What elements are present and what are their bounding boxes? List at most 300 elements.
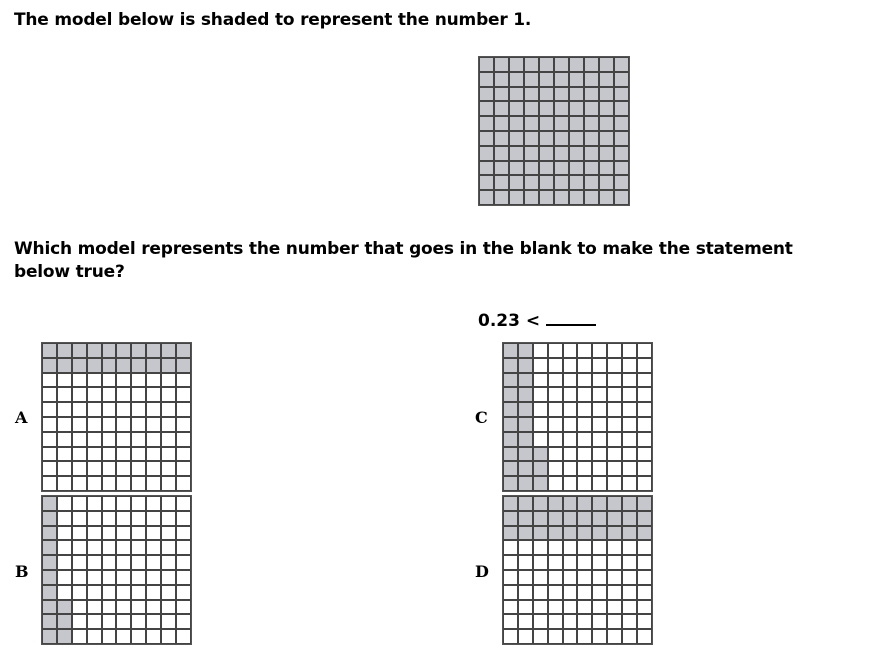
grid-cell (554, 87, 569, 102)
grid-cell (577, 555, 592, 570)
grid-cell (116, 600, 131, 615)
grid-cell (42, 496, 57, 511)
inequality-statement (478, 311, 596, 331)
grid-cell (584, 57, 599, 72)
grid-cell (42, 402, 57, 417)
grid-cell (548, 373, 563, 388)
grid-cell (554, 175, 569, 190)
grid-cell (563, 540, 578, 555)
grid-cell (161, 614, 176, 629)
grid-cell (494, 146, 509, 161)
grid-cell (548, 358, 563, 373)
option-d-label: D (475, 562, 489, 581)
grid-cell (57, 417, 72, 432)
grid-cell (518, 417, 533, 432)
grid-cell (72, 447, 87, 462)
grid-cell (57, 496, 72, 511)
grid-cell (518, 358, 533, 373)
grid-cell (42, 358, 57, 373)
grid-cell (102, 511, 117, 526)
grid-cell (503, 402, 518, 417)
grid-cell (592, 432, 607, 447)
grid-cell (72, 540, 87, 555)
grid-cell (637, 570, 652, 585)
grid-cell (518, 526, 533, 541)
grid-cell (503, 476, 518, 491)
grid-cell (518, 555, 533, 570)
grid-cell (554, 131, 569, 146)
grid-cell (539, 161, 554, 176)
grid-cell (554, 57, 569, 72)
grid-cell (116, 570, 131, 585)
grid-cell (637, 417, 652, 432)
grid-cell (87, 614, 102, 629)
grid-cell (116, 387, 131, 402)
grid-cell (503, 526, 518, 541)
grid-cell (607, 600, 622, 615)
grid-cell (563, 402, 578, 417)
grid-cell (622, 476, 637, 491)
grid-cell (494, 57, 509, 72)
grid-cell (539, 116, 554, 131)
grid-cell (622, 526, 637, 541)
grid-cell (637, 629, 652, 644)
grid-cell (518, 343, 533, 358)
grid-cell (614, 161, 629, 176)
grid-cell (494, 116, 509, 131)
grid-cell (479, 101, 494, 116)
grid-cell (524, 116, 539, 131)
grid-cell (503, 555, 518, 570)
grid-cell (533, 387, 548, 402)
grid-cell (131, 476, 146, 491)
grid-cell (176, 358, 191, 373)
grid-cell (592, 600, 607, 615)
grid-cell (554, 72, 569, 87)
grid-cell (518, 614, 533, 629)
grid-cell (116, 496, 131, 511)
grid-cell (569, 131, 584, 146)
grid-cell (584, 146, 599, 161)
grid-cell (509, 146, 524, 161)
grid-cell (607, 461, 622, 476)
grid-cell (146, 540, 161, 555)
grid-cell (548, 526, 563, 541)
grid-cell (577, 343, 592, 358)
grid-cell (548, 387, 563, 402)
grid-cell (503, 600, 518, 615)
grid-cell (637, 496, 652, 511)
grid-cell (533, 476, 548, 491)
grid-cell (87, 570, 102, 585)
grid-cell (131, 402, 146, 417)
grid-cell (57, 585, 72, 600)
grid-cell (533, 555, 548, 570)
grid-cell (72, 387, 87, 402)
grid-cell (102, 447, 117, 462)
grid-cell (607, 629, 622, 644)
grid-cell (569, 101, 584, 116)
grid-cell (479, 57, 494, 72)
grid-cell (494, 131, 509, 146)
option-c-label: C (475, 408, 488, 427)
grid-cell (548, 585, 563, 600)
grid-cell (42, 511, 57, 526)
grid-cell (146, 496, 161, 511)
option-c-grid[interactable] (502, 342, 653, 492)
grid-cell (102, 526, 117, 541)
grid-cell (518, 511, 533, 526)
grid-cell (533, 570, 548, 585)
grid-cell (563, 496, 578, 511)
grid-cell (161, 629, 176, 644)
grid-cell (592, 476, 607, 491)
grid-cell (479, 175, 494, 190)
grid-cell (116, 540, 131, 555)
grid-cell (503, 373, 518, 388)
grid-cell (131, 540, 146, 555)
grid-cell (592, 358, 607, 373)
grid-cell (161, 358, 176, 373)
grid-cell (161, 461, 176, 476)
grid-cell (161, 526, 176, 541)
grid-cell (57, 447, 72, 462)
grid-cell (509, 175, 524, 190)
grid-cell (176, 629, 191, 644)
grid-cell (607, 570, 622, 585)
grid-cell (533, 343, 548, 358)
grid-cell (524, 175, 539, 190)
grid-cell (87, 343, 102, 358)
grid-cell (161, 432, 176, 447)
grid-cell (563, 387, 578, 402)
grid-cell (577, 629, 592, 644)
grid-cell (622, 496, 637, 511)
option-b-label: B (15, 562, 29, 581)
grid-cell (548, 461, 563, 476)
grid-cell (42, 585, 57, 600)
grid-cell (72, 402, 87, 417)
grid-cell (607, 387, 622, 402)
grid-cell (577, 417, 592, 432)
grid-cell (592, 540, 607, 555)
grid-cell (637, 600, 652, 615)
grid-cell (102, 476, 117, 491)
grid-cell (176, 526, 191, 541)
grid-cell (131, 526, 146, 541)
grid-cell (569, 57, 584, 72)
grid-cell (131, 585, 146, 600)
grid-cell (539, 131, 554, 146)
grid-cell (607, 447, 622, 462)
grid-cell (72, 614, 87, 629)
grid-cell (614, 131, 629, 146)
grid-cell (622, 373, 637, 388)
grid-cell (102, 629, 117, 644)
grid-cell (161, 447, 176, 462)
grid-cell (146, 387, 161, 402)
grid-cell (592, 614, 607, 629)
option-d-grid[interactable] (502, 495, 653, 645)
grid-cell (161, 373, 176, 388)
grid-cell (102, 614, 117, 629)
grid-cell (116, 511, 131, 526)
grid-cell (57, 614, 72, 629)
grid-cell (42, 600, 57, 615)
grid-cell (533, 614, 548, 629)
grid-cell (577, 447, 592, 462)
grid-cell (176, 600, 191, 615)
grid-cell (102, 387, 117, 402)
grid-cell (577, 570, 592, 585)
grid-cell (518, 373, 533, 388)
grid-cell (607, 402, 622, 417)
grid-cell (614, 87, 629, 102)
grid-cell (57, 432, 72, 447)
grid-cell (176, 447, 191, 462)
grid-cell (87, 402, 102, 417)
grid-cell (503, 343, 518, 358)
grid-cell (87, 511, 102, 526)
question-text (14, 238, 793, 284)
grid-cell (592, 526, 607, 541)
grid-cell (116, 358, 131, 373)
grid-cell (533, 511, 548, 526)
grid-cell (539, 101, 554, 116)
option-b-grid[interactable] (41, 495, 192, 645)
grid-cell (607, 432, 622, 447)
grid-cell (584, 190, 599, 205)
grid-cell (539, 146, 554, 161)
grid-cell (102, 343, 117, 358)
grid-cell (57, 358, 72, 373)
grid-cell (176, 540, 191, 555)
grid-cell (509, 72, 524, 87)
grid-cell (161, 476, 176, 491)
option-a-label: A (15, 408, 28, 427)
grid-cell (146, 343, 161, 358)
grid-cell (518, 476, 533, 491)
option-a-grid[interactable] (41, 342, 192, 492)
grid-cell (102, 432, 117, 447)
grid-cell (533, 629, 548, 644)
grid-cell (146, 476, 161, 491)
grid-cell (533, 461, 548, 476)
grid-cell (42, 526, 57, 541)
grid-cell (116, 432, 131, 447)
grid-cell (87, 526, 102, 541)
grid-cell (533, 417, 548, 432)
grid-cell (577, 600, 592, 615)
grid-cell (146, 358, 161, 373)
grid-cell (57, 540, 72, 555)
grid-cell (42, 343, 57, 358)
grid-cell (563, 570, 578, 585)
grid-cell (554, 101, 569, 116)
grid-cell (563, 600, 578, 615)
grid-cell (592, 555, 607, 570)
grid-cell (533, 358, 548, 373)
grid-cell (563, 343, 578, 358)
grid-cell (533, 496, 548, 511)
grid-cell (102, 555, 117, 570)
grid-cell (637, 432, 652, 447)
grid-cell (503, 461, 518, 476)
grid-cell (563, 461, 578, 476)
grid-cell (614, 101, 629, 116)
grid-cell (176, 555, 191, 570)
grid-cell (607, 496, 622, 511)
grid-cell (146, 373, 161, 388)
grid-cell (614, 146, 629, 161)
grid-cell (539, 175, 554, 190)
grid-cell (637, 373, 652, 388)
grid-cell (577, 496, 592, 511)
grid-cell (577, 476, 592, 491)
grid-cell (607, 358, 622, 373)
grid-cell (42, 447, 57, 462)
grid-cell (563, 447, 578, 462)
grid-cell (637, 343, 652, 358)
grid-cell (57, 526, 72, 541)
grid-cell (146, 447, 161, 462)
grid-cell (146, 570, 161, 585)
grid-cell (592, 585, 607, 600)
grid-cell (622, 511, 637, 526)
grid-cell (599, 57, 614, 72)
grid-cell (563, 358, 578, 373)
grid-cell (176, 373, 191, 388)
grid-cell (622, 600, 637, 615)
grid-cell (131, 343, 146, 358)
grid-cell (42, 417, 57, 432)
grid-cell (637, 461, 652, 476)
grid-cell (607, 417, 622, 432)
grid-cell (146, 402, 161, 417)
grid-cell (577, 358, 592, 373)
grid-cell (592, 447, 607, 462)
grid-cell (87, 417, 102, 432)
grid-cell (599, 131, 614, 146)
grid-cell (607, 585, 622, 600)
grid-cell (509, 57, 524, 72)
grid-cell (637, 555, 652, 570)
grid-cell (533, 373, 548, 388)
grid-cell (592, 496, 607, 511)
grid-cell (599, 146, 614, 161)
grid-cell (599, 161, 614, 176)
grid-cell (584, 131, 599, 146)
grid-cell (176, 461, 191, 476)
grid-cell (607, 343, 622, 358)
grid-cell (622, 343, 637, 358)
grid-cell (637, 540, 652, 555)
grid-cell (102, 585, 117, 600)
grid-cell (146, 629, 161, 644)
grid-cell (176, 417, 191, 432)
grid-cell (533, 540, 548, 555)
grid-cell (42, 629, 57, 644)
grid-cell (72, 373, 87, 388)
grid-cell (592, 387, 607, 402)
grid-cell (161, 540, 176, 555)
grid-cell (524, 161, 539, 176)
grid-cell (518, 461, 533, 476)
grid-cell (161, 555, 176, 570)
grid-cell (584, 161, 599, 176)
grid-cell (42, 461, 57, 476)
grid-cell (548, 417, 563, 432)
grid-cell (102, 402, 117, 417)
grid-cell (539, 87, 554, 102)
grid-cell (637, 476, 652, 491)
grid-cell (554, 190, 569, 205)
grid-cell (548, 600, 563, 615)
grid-cell (592, 461, 607, 476)
grid-cell (131, 555, 146, 570)
grid-cell (584, 72, 599, 87)
grid-cell (637, 358, 652, 373)
grid-cell (592, 343, 607, 358)
grid-cell (599, 175, 614, 190)
grid-cell (548, 432, 563, 447)
grid-cell (592, 402, 607, 417)
grid-cell (518, 447, 533, 462)
grid-cell (524, 146, 539, 161)
grid-cell (503, 447, 518, 462)
grid-cell (42, 373, 57, 388)
grid-cell (563, 614, 578, 629)
grid-cell (146, 417, 161, 432)
grid-cell (161, 402, 176, 417)
grid-cell (539, 72, 554, 87)
grid-cell (569, 175, 584, 190)
grid-cell (509, 87, 524, 102)
grid-cell (607, 540, 622, 555)
grid-cell (57, 476, 72, 491)
grid-cell (87, 600, 102, 615)
grid-cell (131, 600, 146, 615)
grid-cell (548, 496, 563, 511)
grid-cell (131, 614, 146, 629)
grid-cell (569, 146, 584, 161)
grid-cell (494, 161, 509, 176)
grid-cell (87, 358, 102, 373)
question-line-2: below true? (14, 262, 125, 282)
grid-cell (494, 101, 509, 116)
grid-cell (577, 540, 592, 555)
grid-cell (524, 72, 539, 87)
grid-cell (607, 614, 622, 629)
grid-cell (161, 496, 176, 511)
grid-cell (102, 358, 117, 373)
grid-cell (503, 629, 518, 644)
grid-cell (524, 190, 539, 205)
grid-cell (57, 387, 72, 402)
grid-cell (554, 146, 569, 161)
grid-cell (548, 447, 563, 462)
grid-cell (479, 161, 494, 176)
grid-cell (176, 402, 191, 417)
grid-cell (548, 476, 563, 491)
grid-cell (72, 526, 87, 541)
grid-cell (503, 387, 518, 402)
grid-cell (539, 57, 554, 72)
grid-cell (42, 555, 57, 570)
grid-cell (599, 101, 614, 116)
grid-cell (176, 511, 191, 526)
grid-cell (622, 629, 637, 644)
